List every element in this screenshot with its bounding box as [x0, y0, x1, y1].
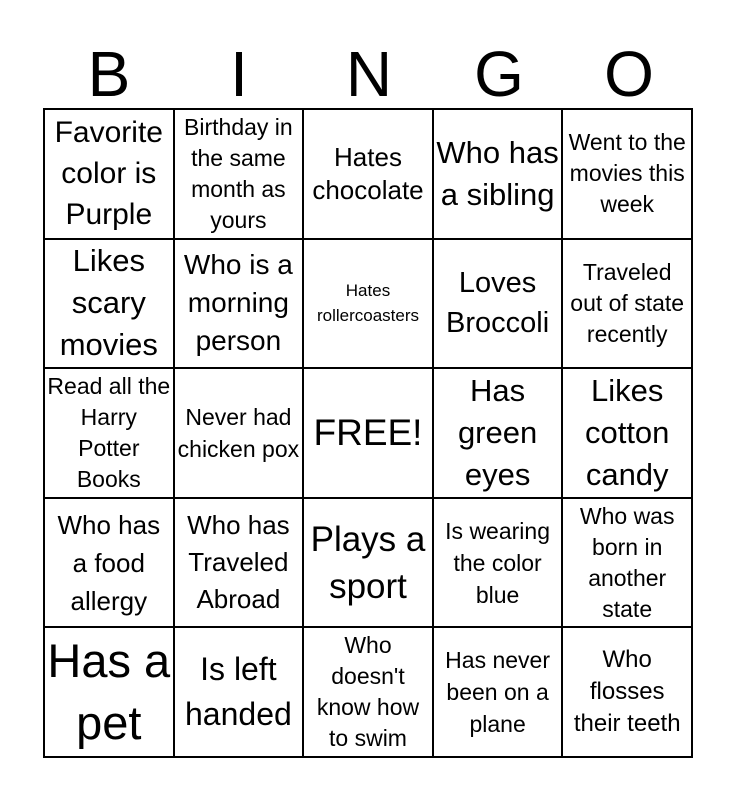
cell-text: Likes cotton candy	[584, 372, 670, 492]
bingo-cell[interactable]	[45, 628, 175, 758]
cell-text: Has a pet	[47, 634, 171, 750]
bingo-cell[interactable]	[563, 240, 693, 370]
bingo-cell[interactable]	[304, 240, 434, 370]
cell-text: Has green eyes	[457, 372, 538, 492]
cell-text: Traveled out of state recently	[570, 258, 685, 347]
cell-text: Read all the Harry Potter Books	[47, 372, 171, 492]
cell-text: Loves Broccoli	[446, 267, 550, 340]
cell-text: Who flosses their teeth	[573, 646, 681, 738]
cell-text: Who doesn't know how to swim	[316, 632, 420, 752]
cell-text: Went to the movies this week	[568, 129, 686, 218]
bingo-cell[interactable]	[45, 499, 175, 629]
header-letter-i: I	[230, 38, 248, 110]
bingo-board	[43, 108, 693, 758]
cell-text: Who has Traveled Abroad	[187, 510, 290, 615]
bingo-cell[interactable]	[434, 499, 564, 629]
cell-text: Never had chicken pox	[177, 403, 300, 462]
bingo-cell[interactable]	[434, 240, 564, 370]
bingo-cell[interactable]	[434, 110, 564, 240]
bingo-cell[interactable]	[563, 499, 693, 629]
bingo-cell[interactable]	[304, 499, 434, 629]
bingo-cell[interactable]	[563, 110, 693, 240]
cell-text: Who is a morning person	[183, 249, 293, 357]
cell-text: Hates rollercoasters	[316, 281, 420, 326]
cell-text: Who was born in another state	[579, 502, 675, 622]
header-letter-b: B	[87, 38, 131, 110]
bingo-cell[interactable]	[45, 110, 175, 240]
bingo-cell[interactable]	[175, 369, 305, 499]
header-letter-g: G	[474, 38, 524, 110]
bingo-cell[interactable]	[175, 110, 305, 240]
bingo-header	[44, 40, 694, 108]
header-letter-n: N	[345, 38, 393, 110]
bingo-cell[interactable]	[304, 628, 434, 758]
cell-text: Who has a sibling	[436, 134, 559, 212]
bingo-cell[interactable]	[563, 369, 693, 499]
bingo-cell[interactable]	[175, 499, 305, 629]
cell-text: Favorite color is Purple	[54, 116, 163, 232]
bingo-cell[interactable]	[175, 240, 305, 370]
bingo-cell[interactable]	[45, 369, 175, 499]
cell-text: Plays a sport	[310, 519, 426, 606]
cell-text: Has never been on a plane	[445, 647, 550, 738]
cell-text: Birthday in the same month as yours	[184, 113, 293, 233]
cell-text: FREE!	[313, 411, 423, 453]
cell-text: Who has a food allergy	[57, 509, 161, 616]
cell-text: Is left handed	[185, 651, 292, 733]
bingo-cell[interactable]	[304, 110, 434, 240]
cell-text: Is wearing the color blue	[445, 517, 550, 608]
cell-text: Hates chocolate	[312, 141, 424, 205]
bingo-cell[interactable]	[175, 628, 305, 758]
bingo-cell[interactable]	[563, 628, 693, 758]
cell-text: Likes scary movies	[59, 243, 158, 363]
bingo-cell[interactable]	[434, 369, 564, 499]
header-letter-o: O	[604, 38, 654, 110]
bingo-cell[interactable]	[434, 628, 564, 758]
bingo-cell[interactable]	[45, 240, 175, 370]
bingo-cell[interactable]	[304, 369, 434, 499]
